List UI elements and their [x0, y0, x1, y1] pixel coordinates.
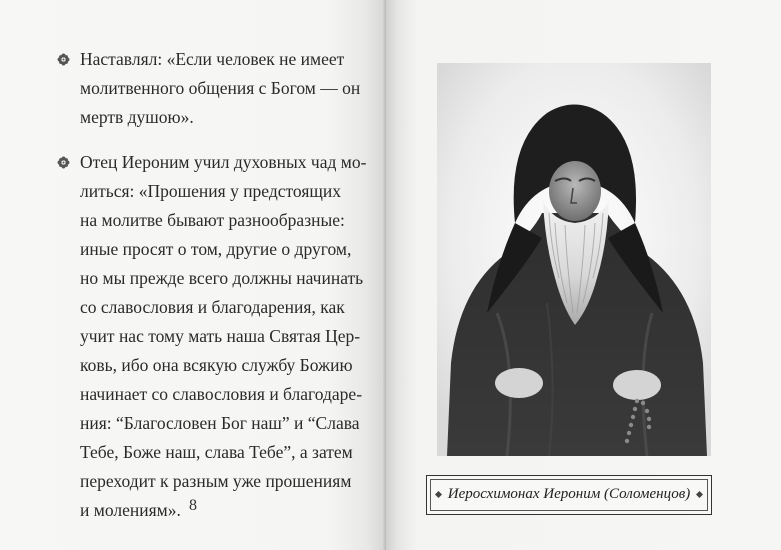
text-line: переходит к разным уже прошениям: [80, 471, 352, 491]
floral-bullet-icon: [57, 53, 70, 66]
paragraph-2: [50, 148, 366, 525]
text-line: со славословия и благодарения, как: [80, 297, 345, 317]
photo-caption: Иеросхимонах Иероним (Соломенцов): [447, 486, 691, 502]
page-number: 8: [189, 497, 197, 514]
text-line: мертв душою».: [80, 107, 194, 127]
text-line: молитвенного общения с Богом — он: [80, 78, 361, 98]
text-line: но мы прежде всего должны начинать: [80, 268, 364, 288]
text-line: начинает со славословия и благодаре-: [80, 384, 363, 404]
diamond-ornament-icon: [696, 491, 703, 498]
text-line: и молениям».: [80, 500, 181, 520]
text-line: Отец Иероним учил духовных чад мо-: [80, 152, 367, 172]
text-line: на молитве бывают разнообразные:: [80, 210, 345, 230]
text-line: учит нас тому мать наша Святая Цер-: [80, 326, 361, 346]
text-line: Наставлял: «Если человек не имеет: [80, 49, 345, 69]
left-page: [0, 0, 386, 550]
photo-caption-frame: [426, 475, 712, 515]
portrait-photo: [437, 63, 711, 456]
text-line: иные просят о том, другие о другом,: [80, 239, 352, 259]
text-line: литься: «Прошения у предстоящих: [80, 181, 341, 201]
paragraph-1: [50, 45, 361, 132]
text-line: Тебе, Боже наш, слава Тебе”, а затем: [80, 442, 353, 462]
text-line: ния: “Благословен Бог наш” и “Слава: [80, 413, 360, 433]
floral-bullet-icon: [57, 156, 70, 169]
text-line: ковь, ибо она всякую службу Божию: [80, 355, 353, 375]
monk-portrait-illustration: [437, 63, 711, 456]
left-page-text: [50, 0, 367, 520]
